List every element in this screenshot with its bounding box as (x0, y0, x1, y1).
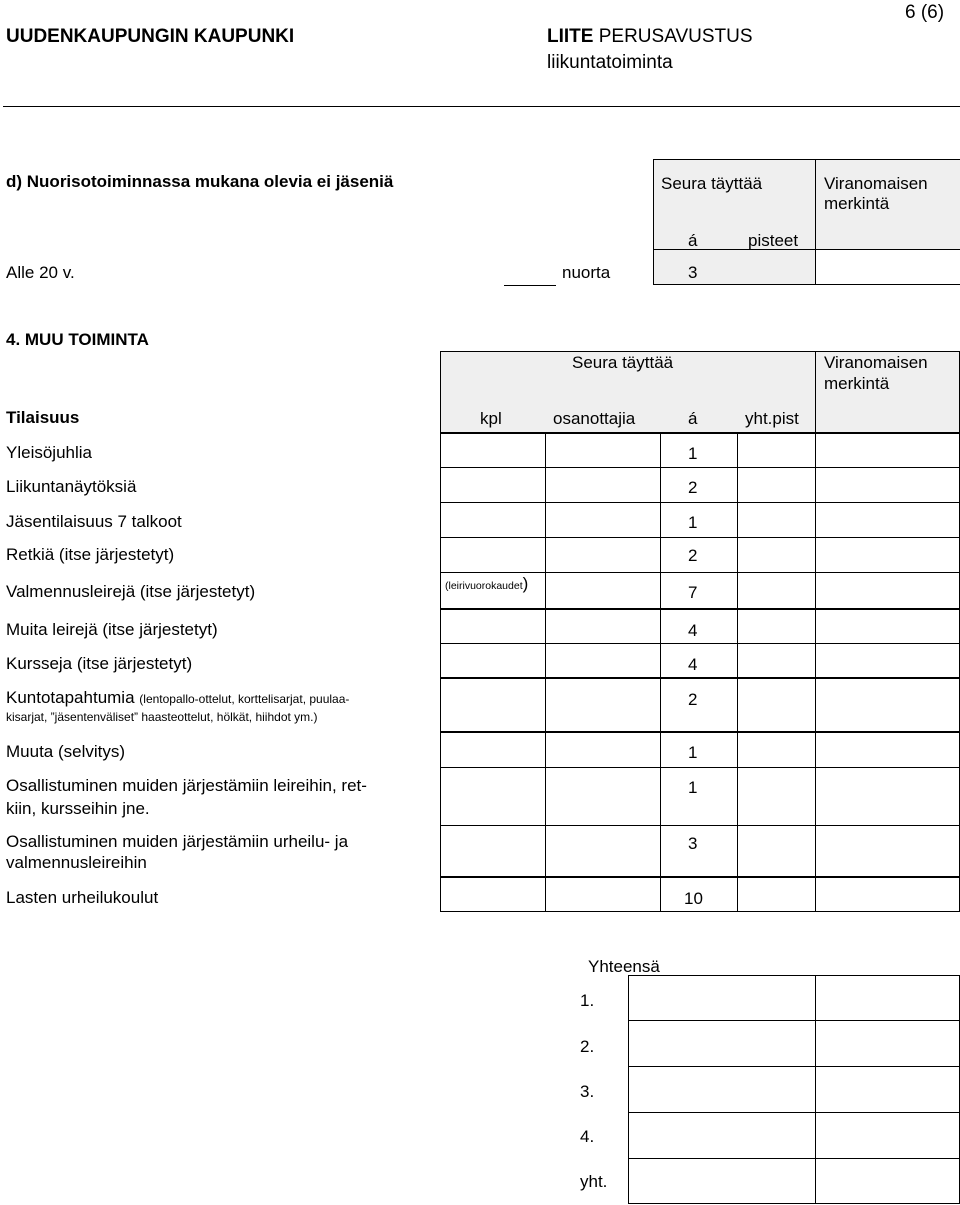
activity-row-label: Osallistuminen muiden järjestämiin urheilu- ja (6, 832, 349, 851)
activity-row-value: 1 (688, 743, 698, 762)
col-divider (660, 678, 661, 732)
activity-row-value: 10 (684, 889, 703, 908)
col-divider (545, 433, 546, 609)
col-divider (737, 678, 738, 732)
totals-row-divider (628, 1020, 960, 1021)
col-divider (545, 877, 546, 912)
section-d-a-header: á (688, 231, 698, 250)
row-divider (440, 572, 960, 573)
activity-row-value: 4 (688, 621, 698, 640)
col-divider (660, 609, 661, 678)
document-title (547, 26, 753, 48)
totals-row-divider (628, 1112, 960, 1113)
section-4-title: 4. MUU TOIMINTA (6, 330, 149, 349)
section-d-authority-header-2: merkintä (824, 194, 890, 213)
section-4-authority-header-1: Viranomaisen (824, 353, 928, 372)
activity-row-value: 2 (688, 546, 698, 565)
col-divider (737, 732, 738, 877)
header-divider (3, 106, 960, 107)
col-divider (660, 877, 661, 912)
activity-row-label-line-2: valmennusleireihin (6, 853, 147, 872)
col-divider (815, 433, 816, 609)
section-d-row-unit: nuorta (562, 263, 611, 282)
totals-col-divider (815, 975, 816, 1204)
document-title-bold: LIITE (547, 26, 594, 47)
col-divider (815, 678, 816, 732)
activity-row-label: Yleisöjuhlia (6, 443, 92, 462)
activity-row-label-line-2: kiin, kursseihin jne. (6, 799, 150, 818)
activity-row-label: Valmennusleirejä (itse järjestetyt) (6, 582, 256, 601)
organization-name: UUDENKAUPUNGIN KAUPUNKI (6, 26, 295, 47)
col-divider (545, 609, 546, 678)
activity-row-value: 1 (688, 444, 698, 463)
col-divider (660, 732, 661, 877)
activity-row-label: Liikuntanäytöksiä (6, 477, 137, 496)
row-divider (440, 502, 960, 503)
activity-row-label: Kursseja (itse järjestetyt) (6, 654, 193, 673)
section-d-row-label: Alle 20 v. (6, 263, 75, 282)
totals-row-label: 1. (580, 991, 595, 1010)
section-d-club-header: Seura täyttää (661, 174, 763, 193)
activity-grid-group-4 (440, 732, 960, 877)
totals-row-divider (628, 1066, 960, 1067)
section-4-club-header: Seura täyttää (572, 353, 674, 372)
totals-row-label: 3. (580, 1082, 595, 1101)
row-divider (440, 467, 960, 468)
section-d-authority-header-1: Viranomaisen (824, 174, 928, 193)
activity-row-label: Muita leirejä (itse järjestetyt) (6, 620, 218, 639)
camp-days-note-text: (leirivuorokaudet (445, 580, 523, 592)
section-4-authority-header-2: merkintä (824, 374, 890, 393)
page-number: 6 (6) (905, 2, 945, 23)
activity-row-label-detail: (lentopallo-ottelut, korttelisarjat, puulaa- (139, 692, 350, 706)
a-header: á (688, 409, 698, 428)
section-4-row-header: Tilaisuus (6, 408, 80, 427)
row-divider (440, 767, 960, 768)
col-divider (545, 678, 546, 732)
activity-row-label: Lasten urheilukoulut (6, 888, 159, 907)
col-divider (815, 877, 816, 912)
totals-row-label: yht. (580, 1172, 608, 1191)
col-divider (737, 877, 738, 912)
col-divider (545, 732, 546, 877)
participants-header: osanottajia (553, 409, 636, 428)
youth-count-blank[interactable] (504, 285, 556, 286)
col-divider (660, 433, 661, 609)
col-divider (737, 433, 738, 609)
totals-row-label: 4. (580, 1127, 595, 1146)
activity-row-label-composite (6, 688, 349, 708)
activity-row-label: Muuta (selvitys) (6, 742, 126, 761)
activity-row-label: Retkiä (itse järjestetyt) (6, 545, 175, 564)
section-d-authority-field[interactable] (815, 249, 960, 285)
kpl-header: kpl (480, 409, 502, 428)
totals-grid (628, 975, 960, 1204)
section-d-title: d) Nuorisotoiminnassa mukana olevia ei jäseniä (6, 172, 394, 191)
row-divider (440, 537, 960, 538)
activity-row-label: Jäsentilaisuus 7 talkoot (6, 512, 182, 531)
activity-row-value: 7 (688, 583, 698, 602)
col-divider (815, 609, 816, 678)
totals-row-label: 2. (580, 1037, 595, 1056)
activity-row-label: Osallistuminen muiden järjestämiin leireihin, ret- (6, 776, 367, 795)
activity-row-value: 4 (688, 655, 698, 674)
row-divider (440, 825, 960, 826)
activity-row-value: 2 (688, 478, 698, 497)
activity-row-value: 2 (688, 690, 698, 709)
section-d-row-value: 3 (688, 263, 698, 282)
document-subtitle: liikuntatoiminta (547, 52, 673, 73)
col-divider (815, 732, 816, 877)
document-title-rest: PERUSAVUSTUS (593, 26, 753, 47)
activity-row-label-detail-2: kisarjat, ”jäsentenväliset” haasteottelut, hölkät, hiihdot ym.) (6, 710, 318, 724)
activity-row-value: 1 (688, 778, 698, 797)
section-d-points-header: pisteet (748, 231, 799, 250)
col-divider (737, 609, 738, 678)
activity-row-value: 3 (688, 834, 698, 853)
totals-row-divider (628, 1158, 960, 1159)
row-divider (440, 643, 960, 644)
activity-grid-group-3 (440, 678, 960, 732)
total-header: yht.pist (745, 409, 799, 428)
activity-row-value: 1 (688, 513, 698, 532)
totals-title: Yhteensä (588, 957, 660, 976)
activity-row-label: Kuntotapahtumia (6, 688, 135, 707)
camp-days-note: (leirivuorokaudet) (445, 574, 529, 593)
section-4-header-divider (815, 351, 816, 433)
